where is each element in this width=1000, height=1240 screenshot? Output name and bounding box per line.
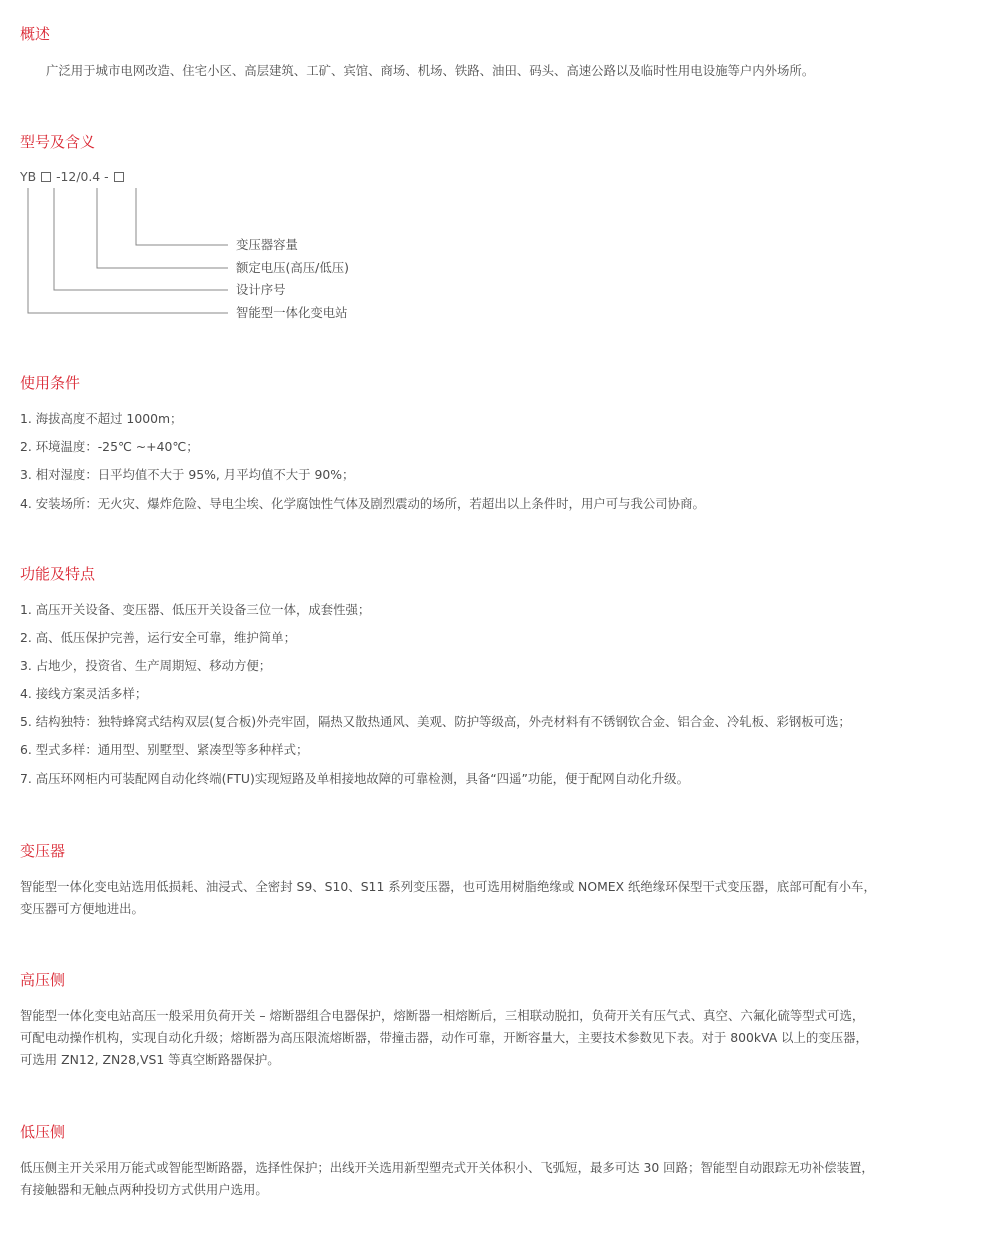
model-code-middle: -12/0.4 - [56,169,109,184]
feature-item: 1. 高压开关设备、变压器、低压开关设备三位一体，成套性强； [20,602,371,617]
section-title-transformer: 变压器 [20,842,66,860]
transformer-text-line: 智能型一体化变电站选用低损耗、油浸式、全密封 S9、S10、S11 系列变压器，也可选用树脂绝缘或 NOMEX 纸绝缘环保型干式变压器，底部可配有小车， [20,879,876,894]
model-diagram [0,180,260,320]
legend-design-number: 设计序号 [236,282,286,297]
feature-item: 2. 高、低压保护完善，运行安全可靠，维护简单； [20,630,296,645]
section-title-features: 功能及特点 [20,565,96,583]
high-voltage-text-line: 可配电动操作机构，实现自动化升级；熔断器为高压限流熔断器，带撞击器，动作可靠，开断容量大，主要技术参数见下表。对于 800kVA 以上的变压器， [20,1030,868,1045]
leader-line-station [28,188,228,313]
low-voltage-text-line: 低压侧主开关采用万能式或智能型断路器，选择性保护；出线开关选用新型塑壳式开关体积小、飞弧短，最多可达 30 回路；智能型自动跟踪无功补偿装置， [20,1160,874,1175]
transformer-text-line: 变压器可方便地进出。 [20,901,144,916]
section-title-high-voltage: 高压侧 [20,971,66,989]
legend-capacity: 变压器容量 [236,237,298,252]
legend-rated-voltage: 额定电压(高压/低压) [236,260,349,275]
overview-text: 广泛用于城市电网改造、住宅小区、高层建筑、工矿、宾馆、商场、机场、铁路、油田、码头、高速公路以及临时性用电设施等户内外场所。 [46,63,815,78]
leader-line-design [54,188,228,290]
section-title-model: 型号及含义 [20,133,96,151]
section-title-low-voltage: 低压侧 [20,1123,66,1141]
legend-station-type: 智能型一体化变电站 [236,305,348,320]
high-voltage-text-line: 可选用 ZN12, ZN28,VS1 等真空断路器保护。 [20,1052,280,1067]
feature-item: 5. 结构独特：独特蜂窝式结构双层(复合板)外壳牢固，隔热又散热通风、美观、防护等级高，外壳材料有不锈钢钦合金、铝合金、冷轧板、彩钢板可选； [20,714,851,729]
section-title-overview: 概述 [20,25,51,43]
condition-item: 4. 安装场所：无火灾、爆炸危险、导电尘埃、化学腐蚀性气体及剧烈震动的场所，若超出以上条件时，用户可与我公司协商。 [20,496,705,511]
feature-item: 3. 占地少，投资省、生产周期短、移动方便； [20,658,272,673]
model-code-prefix: YB [20,169,37,184]
leader-line-capacity [136,188,228,245]
high-voltage-text-line: 智能型一体化变电站高压一般采用负荷开关 – 熔断器组合电器保护，熔断器一相熔断后，三相联动脱扣，负荷开关有压气式、真空、六氟化硫等型式可选， [20,1008,865,1023]
low-voltage-text-line: 有接触器和无触点两种投切方式供用户选用。 [20,1182,268,1197]
feature-item: 6. 型式多样：通用型、别墅型、紧凑型等多种样式； [20,742,309,757]
section-title-conditions: 使用条件 [20,374,81,392]
feature-item: 4. 接线方案灵活多样； [20,686,148,701]
condition-item: 2. 环境温度：-25℃ ~+40℃； [20,439,199,454]
feature-item: 7. 高压环网柜内可装配网自动化终端(FTU)实现短路及单相接地故障的可靠检测，具备“四遥”功能，便于配网自动化升级。 [20,771,689,786]
condition-item: 3. 相对湿度：日平均值不大于 95%, 月平均值不大于 90%； [20,467,355,482]
model-diagram-lines [0,180,260,320]
leader-line-voltage [97,188,228,268]
condition-item: 1. 海拔高度不超过 1000m； [20,411,183,426]
